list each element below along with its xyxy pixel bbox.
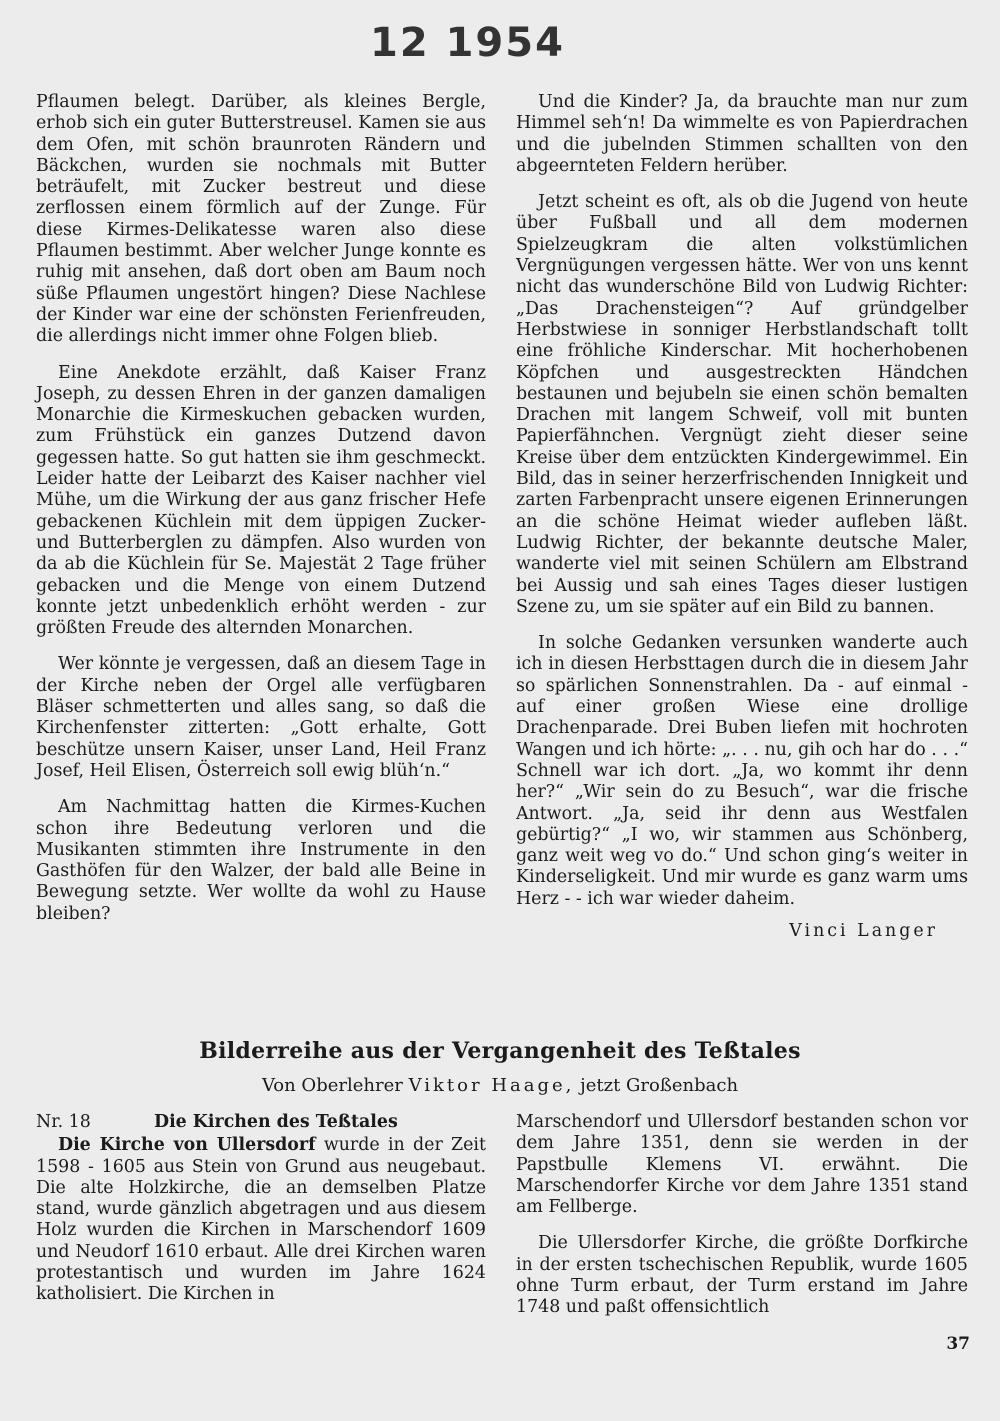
section-title: Die Kirchen des Teßtales xyxy=(154,1112,398,1132)
issue-stamp: 12 1954 xyxy=(370,20,565,66)
paragraph: Und die Kinder? Ja, da brauchte man nur zum Himmel seh‘n! Da wimmelte es von Papierdrachen und die jubelnden Stimmen schallten von den abgeernteten Feldern herüber. xyxy=(516,92,968,176)
article-column-1 xyxy=(36,92,486,940)
section-number-line xyxy=(36,1112,486,1133)
article-column-3 xyxy=(36,1112,486,1321)
paragraph: Eine Anekdote erzählt, daß Kaiser Franz Joseph, zu dessen Ehren in der ganzen damaligen Monarchie die Kirmeskuchen gebacken wurden, zum Frühstück ein ganzes Dutzend davon gegessen hatte. So gut hatten sie ihm geschmeckt. Leider hatte der Leibarzt des Kaiser nachher viel Mühe, um die Wirkung der aus ganz frischer Hefe gebackenen Küchlein mit dem üppigen Zucker- und Butterberglen zu dämpfen. Also wurden von da ab die Küchlein für Se. Majestät 2 Tage früher gebacken und die Menge von einem Dutzend konnte jetzt unbedenklich erhöht werden - zur größten Freude des alternden Monarchen. xyxy=(36,362,486,639)
paragraph: In solche Gedanken versunken wanderte auch ich in diesen Herbsttagen durch die in diesem Jahr so spärlichen Sonnenstrahlen. Da - auf einmal - auf einer großen Wiese eine drollige Drachenparade. Drei Buben liefen mit hochroten Wangen und ich hörte: „. . . nu, gih och har do . . .“ Schnell war ich dort. „Ja, wo kommt ihr denn her?“ „Wir sein do zu Besuch“, war die frische Antwort. „Ja, seid ihr denn aus Westfalen gebürtig?“ „I wo, wir stammen aus Schönberg, ganz weit weg vo do.“ Und schon ging‘s weiter in Kinderseligkeit. Und mir wurde es ganz warm ums Herz - - ich war wieder daheim. xyxy=(516,633,968,909)
byline-suffix: jetzt Großenbach xyxy=(580,1075,739,1096)
section-headline: Bilderreihe aus der Vergangenheit des Teßtales xyxy=(199,1038,801,1064)
article-column-2 xyxy=(516,92,968,942)
article-column-4 xyxy=(516,1112,968,1334)
author-signature: Vinci Langer xyxy=(789,920,938,941)
paragraph: Pflaumen belegt. Darüber, als kleines Bergle, erhob sich ein guter Butterstreusel. Kamen sie aus dem Ofen, mit schön braunroten Rändern und Bäckchen, wurden sie nochmals mit Butter beträufelt, mit Zucker bestreut und diese zerflossen einem förmlich auf der Zunge. Für diese Kirmes-Delikatesse waren also diese Pflaumen bestimmt. Aber welcher Junge konnte es ruhig mit ansehen, daß dort oben am Baum noch süße Pflaumen ungestört hingen? Diese Nachlese der Kinder war eine der schönsten Ferienfreuden, die allerdings nicht immer ohne Folgen blieb. xyxy=(36,92,486,347)
byline-author: Viktor Haage, xyxy=(408,1075,575,1096)
lead-bold: Die Kirche von Ullersdorf xyxy=(58,1135,316,1156)
paragraph: Die Ullersdorfer Kirche, die größte Dorfkirche in der ersten tschechischen Republik, wurde 1605 ohne Turm erbaut, der Turm erstand im Jahre 1748 und paßt offensichtlich xyxy=(516,1233,968,1318)
byline xyxy=(0,1075,1000,1096)
paragraph: Marschendorf und Ullersdorf bestanden schon vor dem Jahre 1351, denn sie werden in der Papstbulle Klemens VI. erwähnt. Die Marschendorfer Kirche vor dem Jahre 1351 stand am Fellberge. xyxy=(516,1112,968,1218)
page-number: 37 xyxy=(946,1334,970,1354)
paragraph: Wer könnte je vergessen, daß an diesem Tage in der Kirche neben der Orgel alle verfügbaren Bläser schmetterten und alles sang, so daß die Kirchenfenster zitterten: „Gott erhalte, Gott beschütze unsern Kaiser, unser Land, Heil Franz Josef, Heil Elisen, Österreich soll ewig blüh‘n.“ xyxy=(36,654,486,781)
paragraph: Am Nachmittag hatten die Kirmes-Kuchen schon ihre Bedeutung verloren und die Musikanten stimmten ihre Instrumente in den Gasthöfen für den Walzer, der bald alle Beine in Bewegung setzte. Wer wollte da wohl zu Hause bleiben? xyxy=(36,797,486,924)
byline-prefix: Von Oberlehrer xyxy=(261,1075,403,1096)
lead-text: wurde in der Zeit 1598 - 1605 aus Stein von Grund aus neugebaut. Die alte Holzkirche, die an demselben Platze stand, wurde gänzlich abgetragen und aus diesem Holz wurden die Kirchen in Marschendorf 1609 und Neudorf 1610 erbaut. Alle drei Kirchen waren protestantisch und wurden im Jahre 1624 katholisiert. Die Kirchen in xyxy=(36,1135,486,1305)
paragraph: Jetzt scheint es oft, als ob die Jugend von heute über Fußball und all dem modernen Spielzeugkram die alten volkstümlichen Vergnügungen vergessen hätte. Wer von uns kennt nicht das wunderschöne Bild von Ludwig Richter: „Das Drachensteigen“? Auf gründgelber Herbstwiese in sonniger Herbstlandschaft tollt eine fröhliche Kinderschar. Mit hocherhobenen Köpfchen und ausgestreckten Händchen bestaunen und bejubeln sie einen schön bemalten Drachen mit langem Schweif, voll mit bunten Papierfähnchen. Vergnügt zieht dieser seine Kreise über dem entzückten Kindergewimmel. Ein Bild, das in seiner herzerfrischenden Innigkeit und zarten Farbenpracht unsere eigenen Erinnerungen an die schöne Heimat wieder aufleben läßt. Ludwig Richter, der bekannte deutsche Maler, wanderte viel mit seinen Schülern am Elbstrand bei Aussig und sah eines Tages dieser lustigen Szene zu, um sie später auf ein Bild zu bannen. xyxy=(516,192,968,617)
paragraph xyxy=(36,1135,486,1305)
section-number: Nr. 18 xyxy=(36,1112,91,1132)
